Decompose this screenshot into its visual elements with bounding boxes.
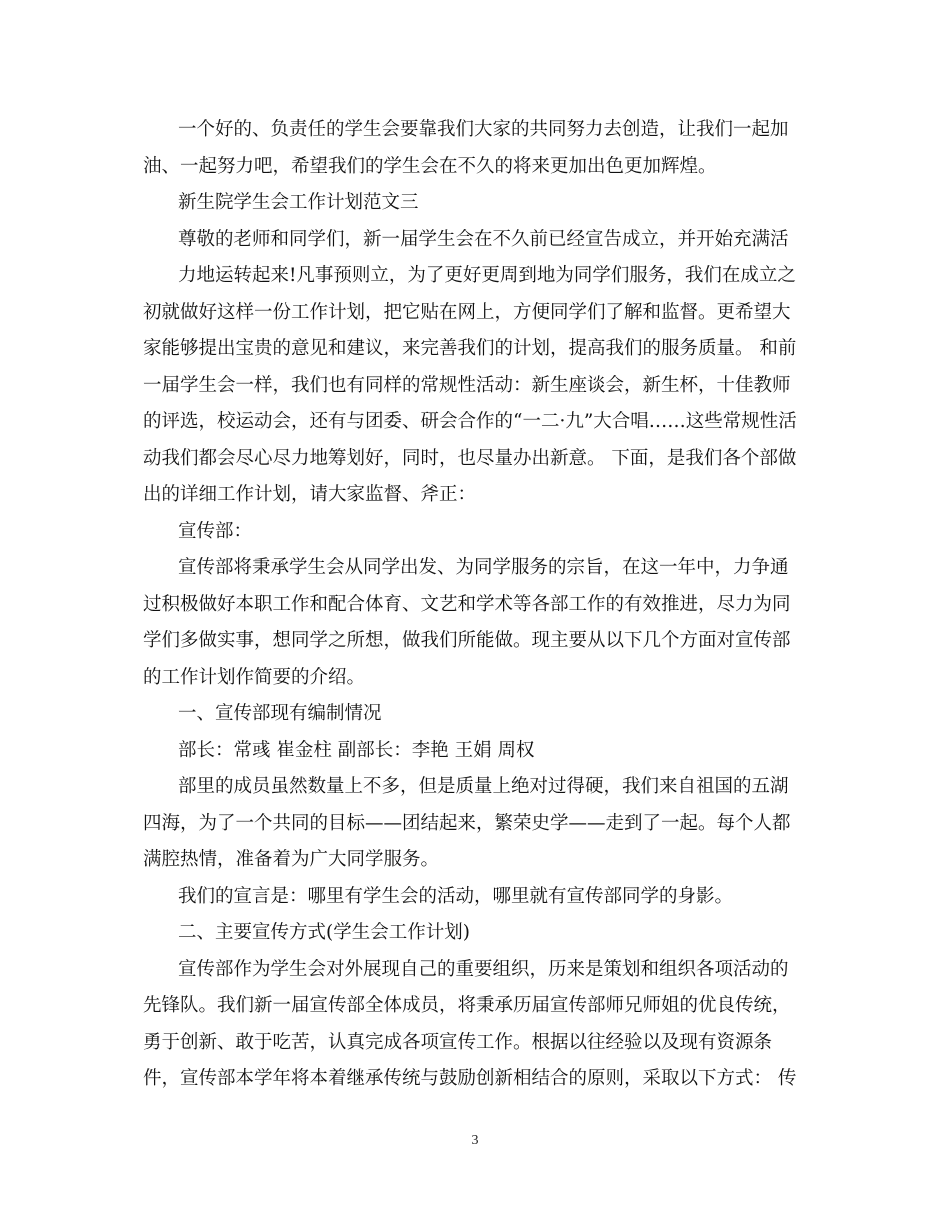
text-line: 先锋队。我们新一届宣传部全体成员，将秉承历届宣传部师兄师姐的优良传统， — [143, 995, 791, 1016]
text-line: 部长：常彧 崔金柱 副部长：李艳 王娟 周权 — [178, 740, 535, 761]
text-line: 勇于创新、敢于吃苦，认真完成各项宣传工作。根据以往经验以及现有资源条 — [143, 1032, 773, 1053]
text-line: 力地运转起来!凡事预则立，为了更好更周到地为同学们服务，我们在成立之 — [178, 265, 796, 286]
text-line: 满腔热情，准备着为广大同学服务。 — [143, 849, 440, 870]
text-line: 动我们都会尽心尽力地筹划好，同时，也尽量办出新意。 下面，是我们各个部做 — [143, 448, 797, 469]
text-line: 部里的成员虽然数量上不多，但是质量上绝对过得硬，我们来自祖国的五湖 — [178, 776, 789, 797]
section-heading: 二、主要宣传方式(学生会工作计划) — [178, 922, 470, 943]
text-line: 油、一起努力吧，希望我们的学生会在不久的将来更加出色更加辉煌。 — [143, 156, 717, 177]
text-line: 过积极做好本职工作和配合体育、文艺和学术等各部工作的有效推进，尽力为同 — [143, 594, 791, 615]
text-line: 宣传部作为学生会对外展现自己的重要组织，历来是策划和组织各项活动的 — [178, 959, 789, 980]
text-line: 尊敬的老师和同学们，新一届学生会在不久前已经宣告成立，并开始充满活 — [178, 229, 789, 250]
text-line: 的工作计划作简要的介绍。 — [143, 667, 366, 688]
text-line: 我们的宣言是：哪里有学生会的活动，哪里就有宣传部同学的身影。 — [178, 886, 734, 907]
text-line: 学们多做实事，想同学之所想，做我们所能做。现主要从以下几个方面对宣传部 — [143, 630, 791, 651]
text-line: 一个好的、负责任的学生会要靠我们大家的共同努力去创造，让我们一起加 — [178, 119, 789, 140]
text-line: 家能够提出宝贵的意见和建议，来完善我们的计划，提高我们的服务质量。 和前 — [143, 338, 797, 359]
section-heading: 宣传部： — [178, 521, 253, 542]
text-line: 的评选，校运动会，还有与团委、研会合作的“一二·九”大合唱……这些常规性活 — [143, 411, 797, 432]
text-line: 件，宣传部本学年将本着继承传统与鼓励创新相结合的原则，采取以下方式： 传 — [143, 1068, 797, 1089]
text-line: 宣传部将秉承学生会从同学出发、为同学服务的宗旨，在这一年中，力争通 — [178, 557, 789, 578]
section-heading: 新生院学生会工作计划范文三 — [178, 192, 419, 213]
text-line: 初就做好这样一份工作计划，把它贴在网上，方便同学们了解和监督。更希望大 — [143, 302, 791, 323]
text-line: 一届学生会一样，我们也有同样的常规性活动：新生座谈会，新生杯，十佳教师 — [143, 375, 791, 396]
text-line: 出的详细工作计划，请大家监督、斧正： — [143, 484, 477, 505]
text-line: 四海，为了一个共同的目标——团结起来，繁荣史学——走到了一起。每个人都 — [143, 813, 791, 834]
section-heading: 一、宣传部现有编制情况 — [178, 703, 382, 724]
page-number: 3 — [471, 1133, 479, 1148]
